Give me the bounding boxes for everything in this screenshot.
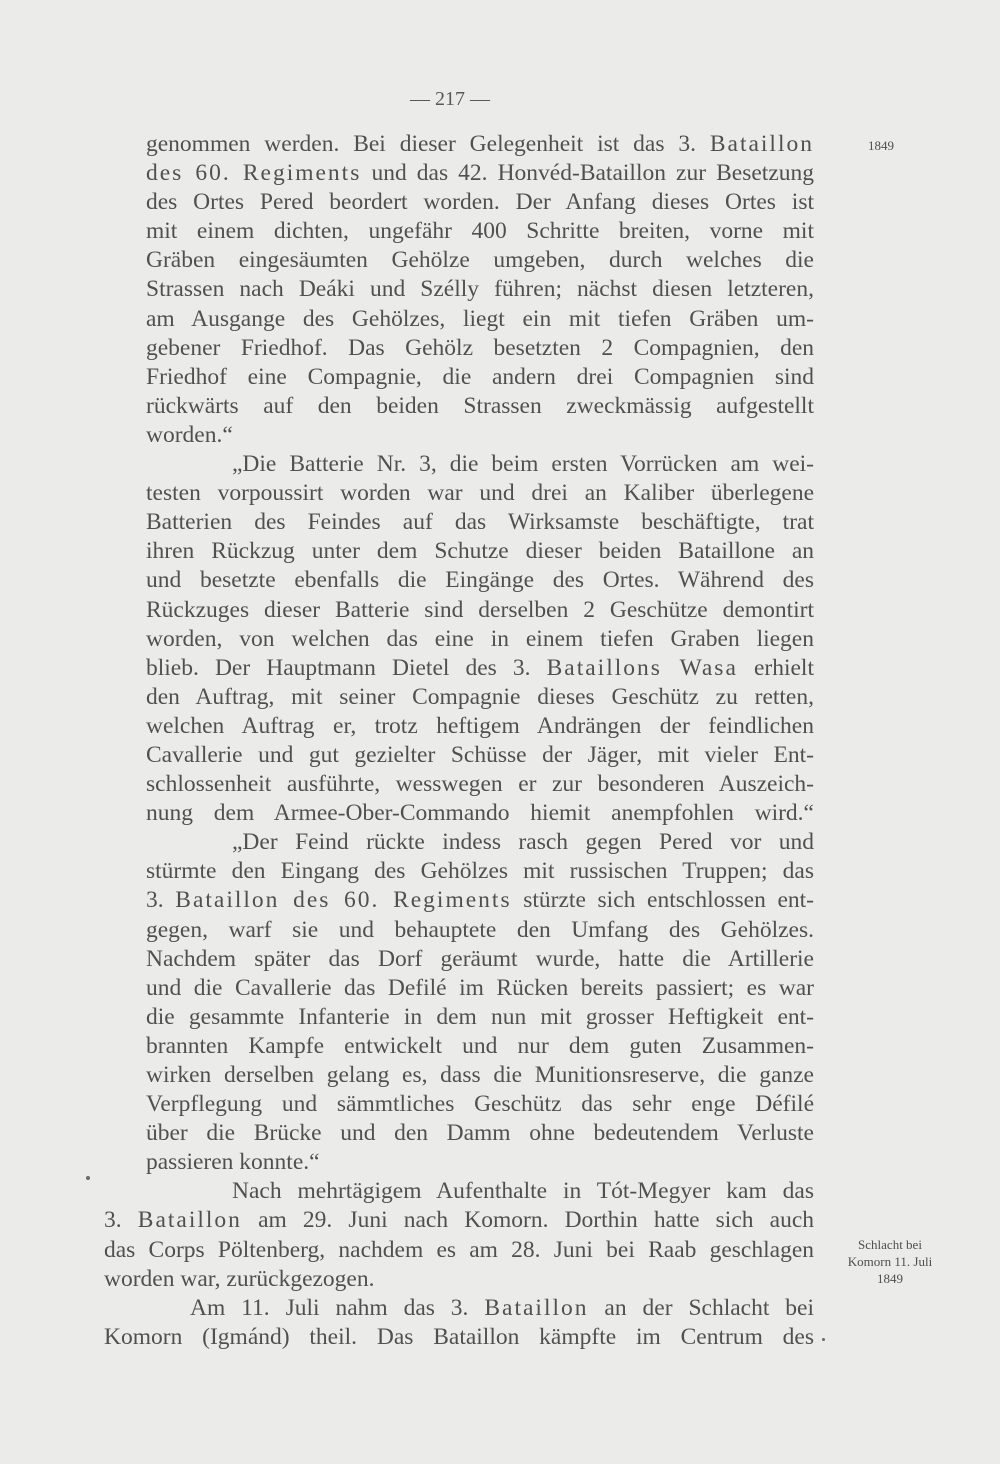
text-line: [146, 1177, 814, 1206]
text-line: [146, 421, 814, 450]
text-span: blieb. Der Hauptmann Dietel des 3.: [146, 654, 547, 681]
text-line: [146, 974, 814, 1003]
text-span: rückwärts auf den beiden Strassen zweckmässig aufgestellt: [146, 392, 814, 419]
text-span: stürzte sich entschlossen ent-: [511, 887, 814, 914]
text-span: Komorn (Igmánd) theil. Das Bataillon kämpfte im Centrum des: [104, 1323, 814, 1350]
text-span: Am 11. Juli nahm das 3.: [190, 1294, 485, 1321]
ink-speck: [822, 1338, 825, 1341]
text-span: und das 42. Honvéd-Bataillon zur Besetzung: [361, 160, 814, 187]
spaced-text: Bataillon: [709, 131, 814, 157]
text-line: [104, 1206, 814, 1235]
text-span: am Ausgange des Gehölzes, liegt ein mit tiefen Gräben um-: [146, 305, 814, 332]
page-number: — 217 —: [410, 88, 490, 110]
text-span: des Ortes Pered beordert worden. Der Anfang dieses Ortes ist: [146, 189, 814, 216]
body-text: [104, 130, 814, 1352]
spaced-text: Bataillon: [137, 1207, 242, 1234]
margin-note-line: Komorn 11. Juli: [847, 1254, 933, 1269]
margin-note-line: 1849: [877, 1271, 903, 1286]
text-line: [146, 479, 814, 508]
text-span: testen vorpoussirt worden war und drei an Kaliber überlegene: [146, 480, 814, 507]
text-span: Friedhof eine Compagnie, die andern drei Compagnien sind: [146, 363, 814, 390]
text-line: [146, 130, 814, 159]
text-span: gegen, warf sie und behauptete den Umfang des Gehölzes.: [146, 916, 814, 943]
text-line: [104, 1294, 814, 1323]
text-span: am 29. Juni nach Komorn. Dorthin hatte sich auch: [241, 1207, 814, 1234]
text-line: [146, 799, 814, 828]
text-span: Gräben eingesäumten Gehölze umgeben, durch welches die: [146, 247, 814, 274]
text-span: „Der Feind rückte indess rasch gegen Pered vor und: [232, 829, 814, 856]
text-span: welchen Auftrag er, trotz heftigem Andrängen der feindlichen: [146, 712, 814, 739]
text-line: [146, 741, 814, 770]
text-span: Cavallerie und gut gezielter Schüsse der Jäger, mit vieler Ent-: [146, 741, 814, 768]
text-span: mit einem dichten, ungefähr 400 Schritte breiten, vorne mit: [146, 218, 814, 245]
text-line: [146, 566, 814, 595]
text-line: [146, 886, 814, 915]
text-line: [146, 305, 814, 334]
text-line: [146, 857, 814, 886]
text-line: [146, 217, 814, 246]
text-span: Rückzuges dieser Batterie sind derselben 2 Geschütze demontirt: [146, 596, 814, 623]
text-span: worden.“: [146, 421, 233, 448]
margin-note-line: Schlacht bei: [858, 1237, 922, 1252]
text-line: [146, 625, 814, 654]
text-line: [146, 945, 814, 974]
text-line: [146, 450, 814, 479]
text-span: passieren konnte.“: [146, 1149, 320, 1176]
text-span: schlossenheit ausführte, wesswegen er zur besonderen Auszeich-: [146, 771, 814, 798]
text-line: [146, 188, 814, 217]
text-span: über die Brücke und den Damm ohne bedeutendem Verluste: [146, 1120, 814, 1147]
text-span: „Die Batterie Nr. 3, die beim ersten Vorrücken am wei-: [232, 451, 814, 478]
text-line: [104, 1323, 814, 1352]
spaced-text: Bataillon des 60. Regiments: [175, 887, 512, 914]
text-span: Batterien des Feindes auf das Wirksamste beschäftigte, trat: [146, 509, 814, 536]
text-span: an der Schlacht bei: [588, 1294, 814, 1321]
text-line: [146, 334, 814, 363]
text-line: [146, 596, 814, 625]
text-span: nung dem Armee-Ober-Commando hiemit anempfohlen wird.“: [146, 800, 814, 827]
text-line: [146, 363, 814, 392]
text-span: ihren Rückzug unter dem Schutze dieser beiden Bataillone an: [146, 538, 814, 565]
spaced-text: Regiments: [242, 160, 362, 187]
text-line: [146, 1061, 814, 1090]
text-line: [146, 246, 814, 275]
text-span: Strassen nach Deáki und Szélly führen; nächst diesen letzteren,: [146, 276, 814, 303]
text-line: [146, 1090, 814, 1119]
text-span: brannten Kampfe entwickelt und nur dem guten Zusammen-: [146, 1032, 814, 1059]
text-span: genommen werden. Bei dieser Gelegenheit ist das 3.: [146, 131, 710, 157]
text-span: und die Cavallerie das Defilé im Rücken bereits passiert; es war: [146, 974, 814, 1001]
text-line: [146, 392, 814, 421]
text-span: Nach mehrtägigem Aufenthalte in Tót-Megyer kam das: [232, 1178, 814, 1205]
text-span: gebener Friedhof. Das Gehölz besetzten 2 Compagnien, den: [146, 334, 814, 361]
text-span: 3.: [146, 887, 176, 914]
text-line: [146, 159, 814, 188]
text-line: [146, 275, 814, 304]
text-span: erhielt: [737, 654, 814, 681]
text-span: worden, von welchen das eine in einem tiefen Graben liegen: [146, 625, 814, 652]
spaced-text: Bataillon: [484, 1294, 589, 1321]
margin-note-year: 1849: [868, 138, 894, 153]
ink-speck: [86, 1176, 90, 1180]
text-span: die gesammte Infanterie in dem nun mit grosser Heftigkeit ent-: [146, 1003, 814, 1030]
text-span: den Auftrag, mit seiner Compagnie dieses Geschütz zu retten,: [146, 683, 814, 710]
spaced-text: des 60.: [146, 160, 243, 187]
spaced-text: Bataillons Wasa: [546, 654, 738, 681]
text-line: [146, 537, 814, 566]
text-span: das Corps Pöltenberg, nachdem es am 28. Juni bei Raab geschlagen: [104, 1236, 814, 1263]
text-line: [146, 770, 814, 799]
text-line: [146, 508, 814, 537]
text-line: [146, 828, 814, 857]
text-line: [146, 683, 814, 712]
text-line: [146, 712, 814, 741]
text-span: 3.: [104, 1207, 138, 1234]
text-span: stürmte den Eingang des Gehölzes mit russischen Truppen; das: [146, 858, 814, 885]
text-span: Verpflegung und sämmtliches Geschütz das sehr enge Défilé: [146, 1091, 814, 1118]
text-line: [104, 1265, 814, 1294]
text-line: [146, 1003, 814, 1032]
text-span: und besetzte ebenfalls die Eingänge des Ortes. Während des: [146, 567, 814, 594]
text-line: [146, 1119, 814, 1148]
text-span: Nachdem später das Dorf geräumt wurde, hatte die Artillerie: [146, 945, 814, 972]
text-line: [146, 654, 814, 683]
text-line: [146, 916, 814, 945]
text-line: [146, 1032, 814, 1061]
text-line: [104, 1236, 814, 1265]
text-span: wirken derselben gelang es, dass die Munitionsreserve, die ganze: [146, 1062, 814, 1088]
text-line: [146, 1148, 814, 1177]
margin-note-battle: [830, 1236, 950, 1287]
text-span: worden war, zurückgezogen.: [104, 1265, 375, 1292]
